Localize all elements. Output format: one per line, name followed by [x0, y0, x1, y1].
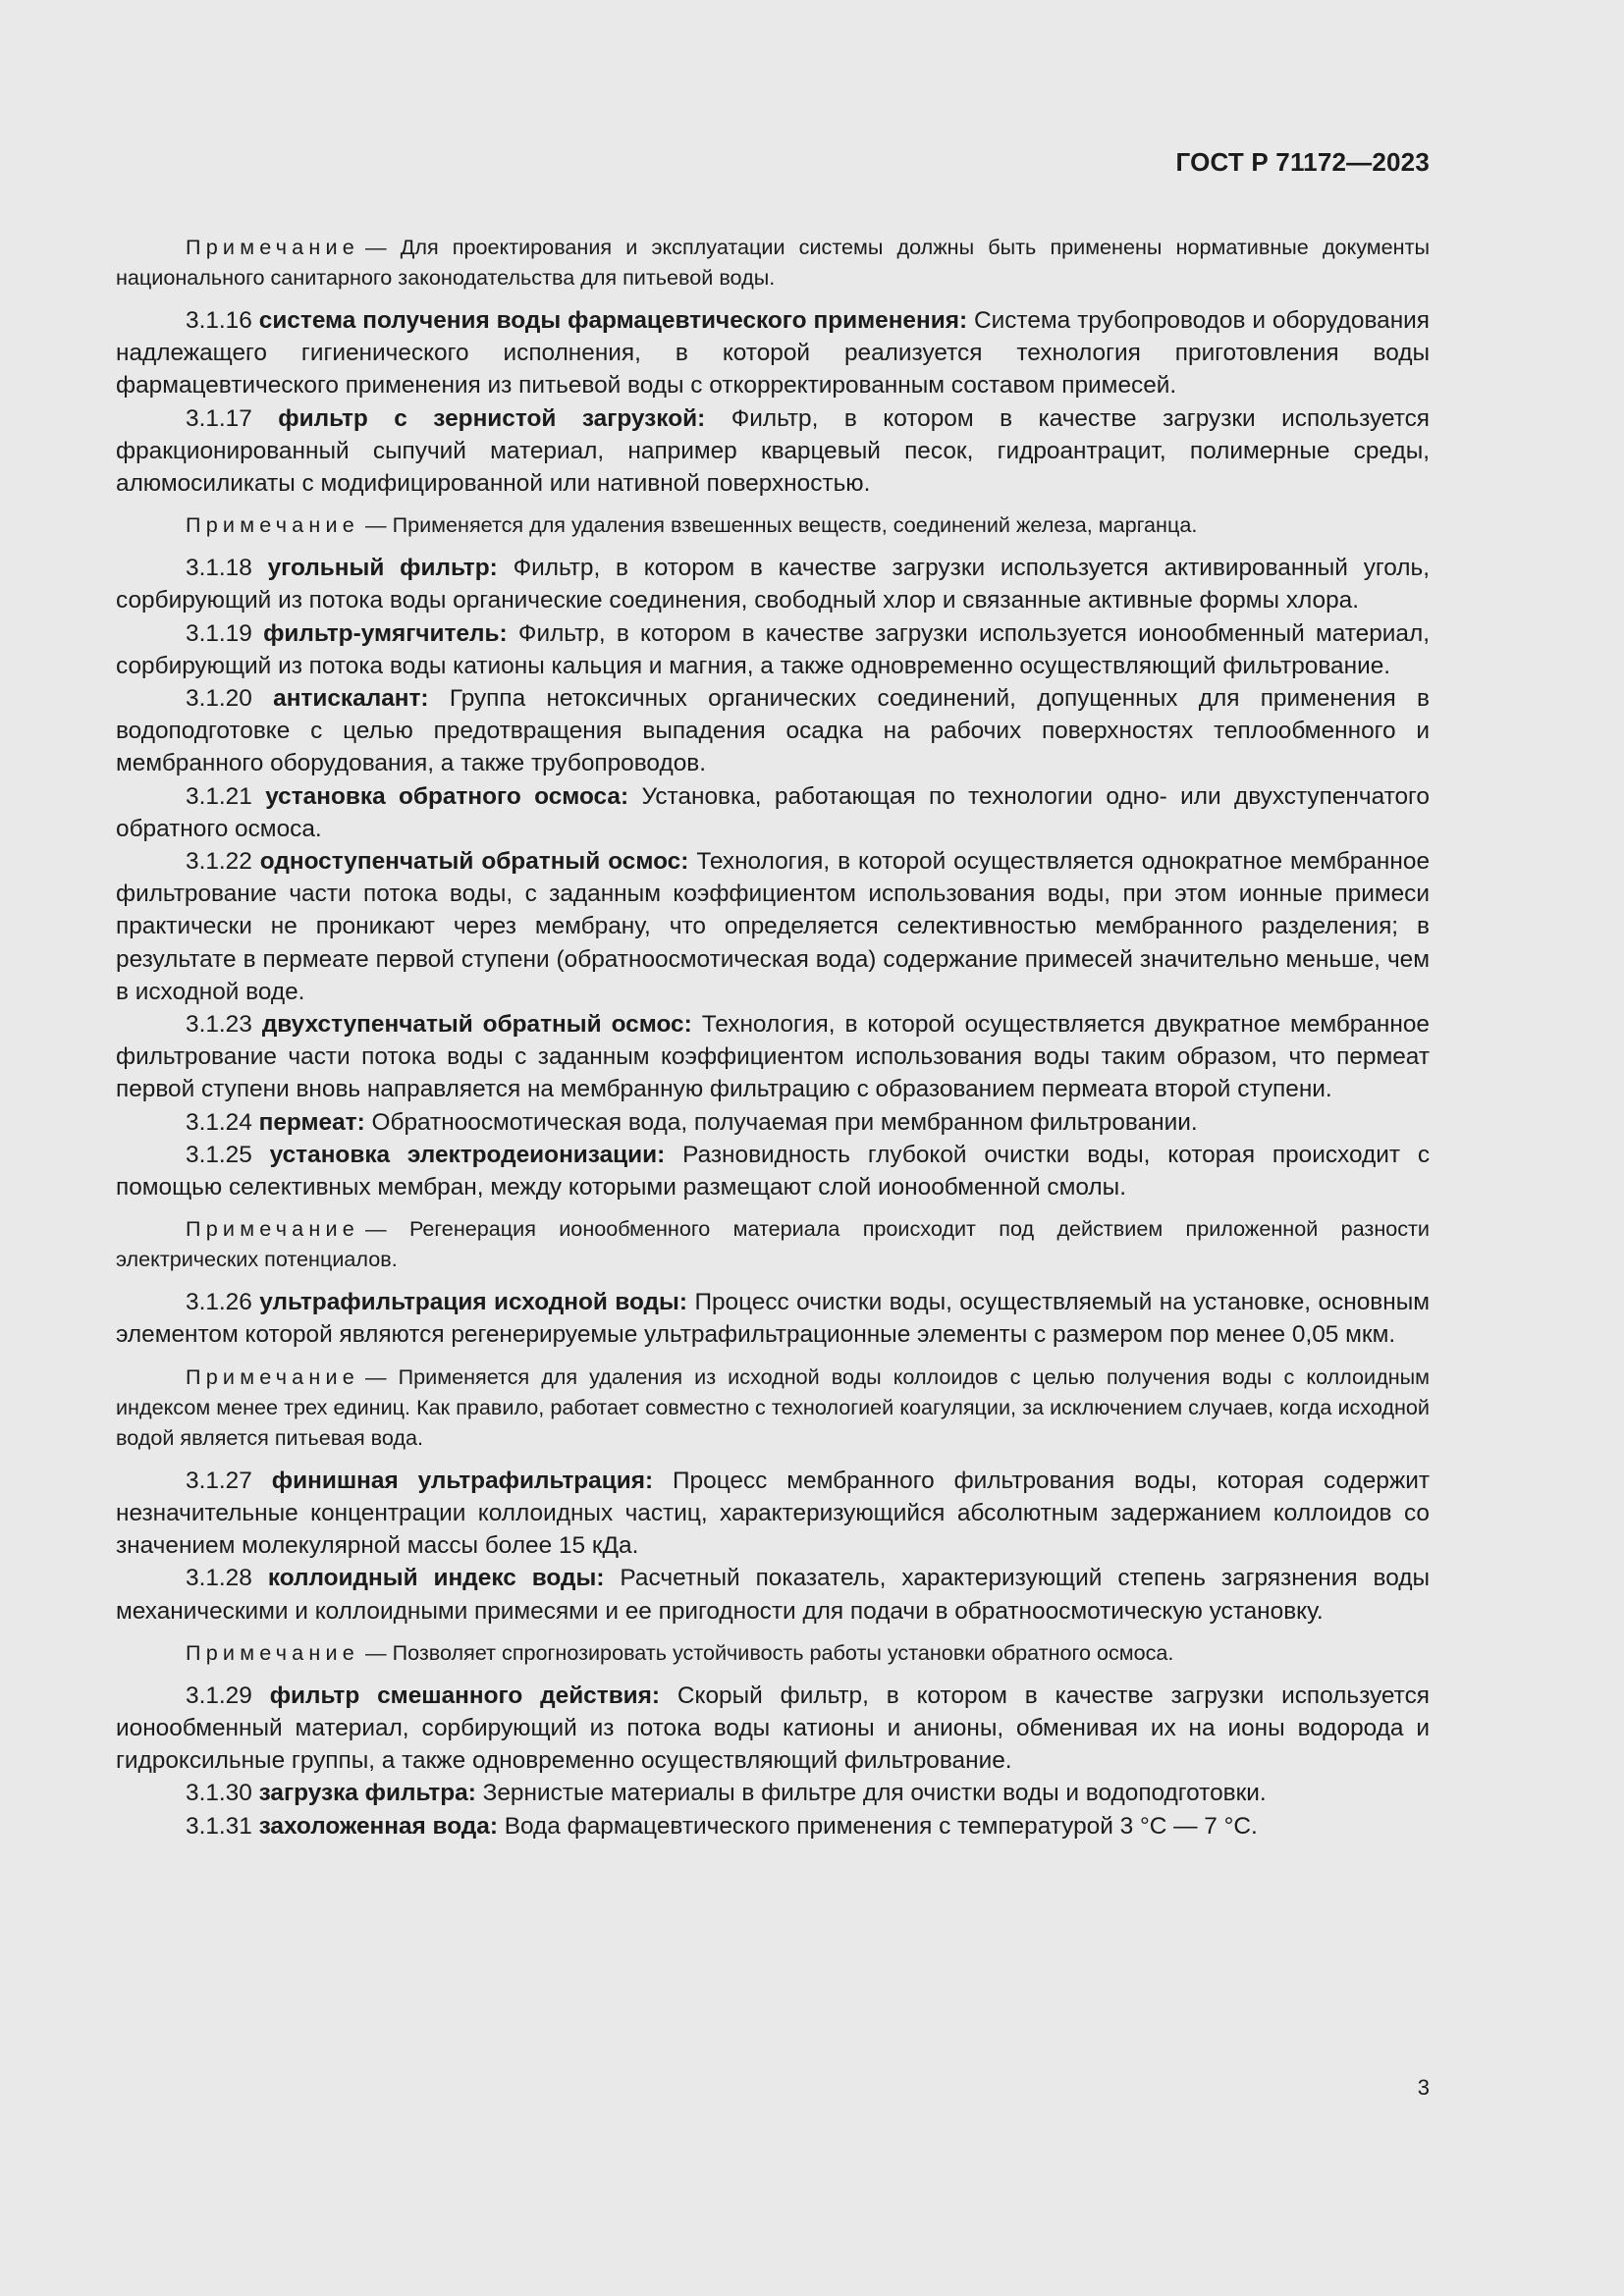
definition-text: Фильтр, в котором в качестве загрузки используется фракционированный сыпучий материал, например кварцевый песок, гидроантрацит, полимерные среды, алюмосиликаты с модифицированной или нативной поверхностью. — [116, 404, 1431, 498]
term-name: захоложенная вода: — [258, 1812, 498, 1840]
clause-number: 3.1.16 — [186, 307, 252, 334]
document-code-header: ГОСТ Р 71172—2023 — [1175, 147, 1430, 177]
term-name: одноступенчатый обратный осмос: — [259, 848, 689, 876]
note-text: — Позволяет спрогнозировать устойчивость работы установки обратного осмоса. — [365, 1639, 1174, 1665]
definition-paragraph — [116, 617, 1430, 682]
definition-paragraph — [116, 780, 1430, 845]
definition-paragraph — [116, 1680, 1430, 1778]
definition-paragraph — [116, 1810, 1430, 1842]
term-name: фильтр смешанного действия: — [269, 1682, 661, 1709]
definition-paragraph — [116, 682, 1430, 780]
term-name: угольный фильтр: — [267, 555, 498, 582]
clause-number: 3.1.22 — [186, 848, 252, 876]
note-label: Примечание — [186, 512, 359, 538]
term-name: коллоидный индекс воды: — [267, 1565, 605, 1592]
clause-number: 3.1.21 — [186, 782, 252, 810]
clause-number: 3.1.28 — [186, 1565, 252, 1592]
note-label: Примечание — [186, 1639, 359, 1665]
term-name: фильтр-умягчитель: — [263, 619, 508, 647]
term-name: пермеат: — [258, 1108, 365, 1136]
definition-paragraph — [116, 1008, 1430, 1106]
term-name: двухступенчатый обратный осмос: — [261, 1011, 692, 1039]
definition-text: Фильтр, в котором в качестве загрузки используется ионообменный материал, сорбирующий из потока воды катионы кальция и магния, а также одновременно осуществляющий фильтрование. — [116, 619, 1430, 679]
definition-paragraph — [116, 1562, 1430, 1627]
note-text: — Для проектирования и эксплуатации системы должны быть применены нормативные документы национального санитарного законодательства для питьевой воды. — [116, 235, 1430, 290]
page-number: 3 — [1417, 2075, 1430, 2100]
clause-number: 3.1.18 — [186, 555, 252, 582]
definition-text: Скорый фильтр, в котором в качестве загрузки используется ионообменный материал, сорбирующий из потока воды катионы и анионы, обменивая их на ионы водорода и гидроксильные группы, а также одновременно осуществляющий фильтрование. — [116, 1682, 1430, 1775]
definition-text: Обратноосмотическая вода, получаемая при мембранном фильтровании. — [371, 1108, 1198, 1136]
note-paragraph — [116, 1362, 1430, 1453]
definition-text: Расчетный показатель, характеризующий степень загрязнения воды механическими и коллоидными примесями и ее пригодности для подачи в обратноосмотическую установку. — [116, 1565, 1430, 1625]
definition-text: Процесс очистки воды, осуществляемый на установке, основным элементом которой являются регенерируемые ультрафильтрационные элементы с размером пор менее 0,05 мкм. — [116, 1289, 1431, 1349]
note-paragraph — [116, 509, 1430, 540]
definition-text: Зернистые материалы в фильтре для очистки воды и водоподготовки. — [482, 1780, 1267, 1807]
definition-text: Вода фармацевтического применения с температурой 3 °С — 7 °С. — [504, 1812, 1258, 1840]
term-name: установка обратного осмоса: — [265, 782, 629, 810]
clause-number: 3.1.29 — [186, 1682, 252, 1709]
definition-paragraph — [116, 1777, 1430, 1809]
definition-paragraph — [116, 1106, 1430, 1139]
note-text: — Регенерация ионообменного материала происходит под действием приложенной разности электрических потенциалов. — [116, 1216, 1430, 1272]
note-paragraph — [116, 232, 1430, 293]
clause-number: 3.1.23 — [186, 1011, 252, 1039]
definition-paragraph — [116, 304, 1430, 402]
clause-number: 3.1.27 — [186, 1467, 252, 1494]
note-label: Примечание — [186, 1363, 359, 1389]
definition-text: Технология, в которой осуществляется двукратное мембранное фильтрование части потока воды с заданным коэффициентом использования воды таким образом, что пермеат первой ступени вновь направляется на мембранную фильтрацию с образованием пермеата второй ступени. — [116, 1011, 1431, 1103]
term-name: загрузка фильтра: — [258, 1780, 476, 1807]
clause-number: 3.1.20 — [186, 685, 252, 713]
clause-number: 3.1.24 — [186, 1108, 252, 1136]
definition-paragraph — [116, 402, 1430, 501]
definition-paragraph — [116, 1286, 1430, 1351]
clause-number: 3.1.31 — [186, 1812, 252, 1840]
clause-number: 3.1.30 — [186, 1780, 252, 1807]
note-text: — Применяется для удаления взвешенных веществ, соединений железа, марганца. — [365, 512, 1198, 538]
definition-text: Фильтр, в котором в качестве загрузки используется активированный уголь, сорбирующий из потока воды органические соединения, свободный хлор и связанные активные формы хлора. — [116, 555, 1430, 614]
clause-number: 3.1.17 — [186, 404, 252, 432]
definition-text: Группа нетоксичных органических соединений, допущенных для применения в водоподготовке с целью предотвращения выпадения осадка на рабочих поверхностях теплообменного и мембранного оборудования, а также трубопроводов. — [116, 685, 1431, 777]
note-paragraph — [116, 1637, 1430, 1668]
definition-text: Технология, в которой осуществляется однократное мембранное фильтрование части потока воды, с заданным коэффициентом использования воды, при этом ионные примеси практически не проникают через мембрану, что определяется селективностью мембранного разделения; в результате в пермеате первой ступени (обратноосмотическая вода) содержание примесей значительно меньше, чем в исходной воде. — [116, 848, 1431, 1005]
definition-paragraph — [116, 1465, 1430, 1563]
definition-text: Разновидность глубокой очистки воды, которая происходит с помощью селективных мембран, между которыми размещают слой ионообменной смолы. — [116, 1141, 1431, 1201]
clause-number: 3.1.25 — [186, 1141, 252, 1168]
document-body — [116, 222, 1430, 1842]
term-name: система получения воды фармацевтического применения: — [258, 307, 968, 334]
term-name: установка электродеионизации: — [269, 1141, 666, 1168]
definition-text: Система трубопроводов и оборудования надлежащего гигиенического исполнения, в которой реализуется технология приготовления воды фармацевтического применения из питьевой воды с откорректированным составом примесей. — [116, 307, 1431, 400]
term-name: антискалант: — [273, 685, 429, 713]
term-name: финишная ультрафильтрация: — [271, 1467, 654, 1494]
clause-number: 3.1.19 — [186, 619, 252, 647]
term-name: фильтр с зернистой загрузкой: — [278, 404, 706, 432]
definition-paragraph — [116, 552, 1430, 616]
definition-text: Установка, работающая по технологии одно- или двухступенчатого обратного осмоса. — [116, 782, 1430, 842]
note-label: Примечание — [186, 1216, 359, 1242]
definition-paragraph — [116, 845, 1430, 1008]
note-label: Примечание — [186, 235, 359, 259]
note-paragraph — [116, 1213, 1430, 1274]
term-name: ультрафильтрация исходной воды: — [259, 1289, 687, 1316]
clause-number: 3.1.26 — [186, 1289, 252, 1316]
definition-paragraph — [116, 1139, 1430, 1203]
note-text: — Применяется для удаления из исходной воды коллоидов с целью получения воды с коллоидным индексом менее трех единиц. Как правило, работает совместно с технологией коагуляции, за исключением случаев, когда исходной водой является питьевая вода. — [116, 1363, 1430, 1450]
definition-text: Процесс мембранного фильтрования воды, которая содержит незначительные концентрации коллоидных частиц, характеризующийся абсолютным задержанием коллоидов со значением молекулярной массы более 15 кДа. — [116, 1467, 1431, 1560]
